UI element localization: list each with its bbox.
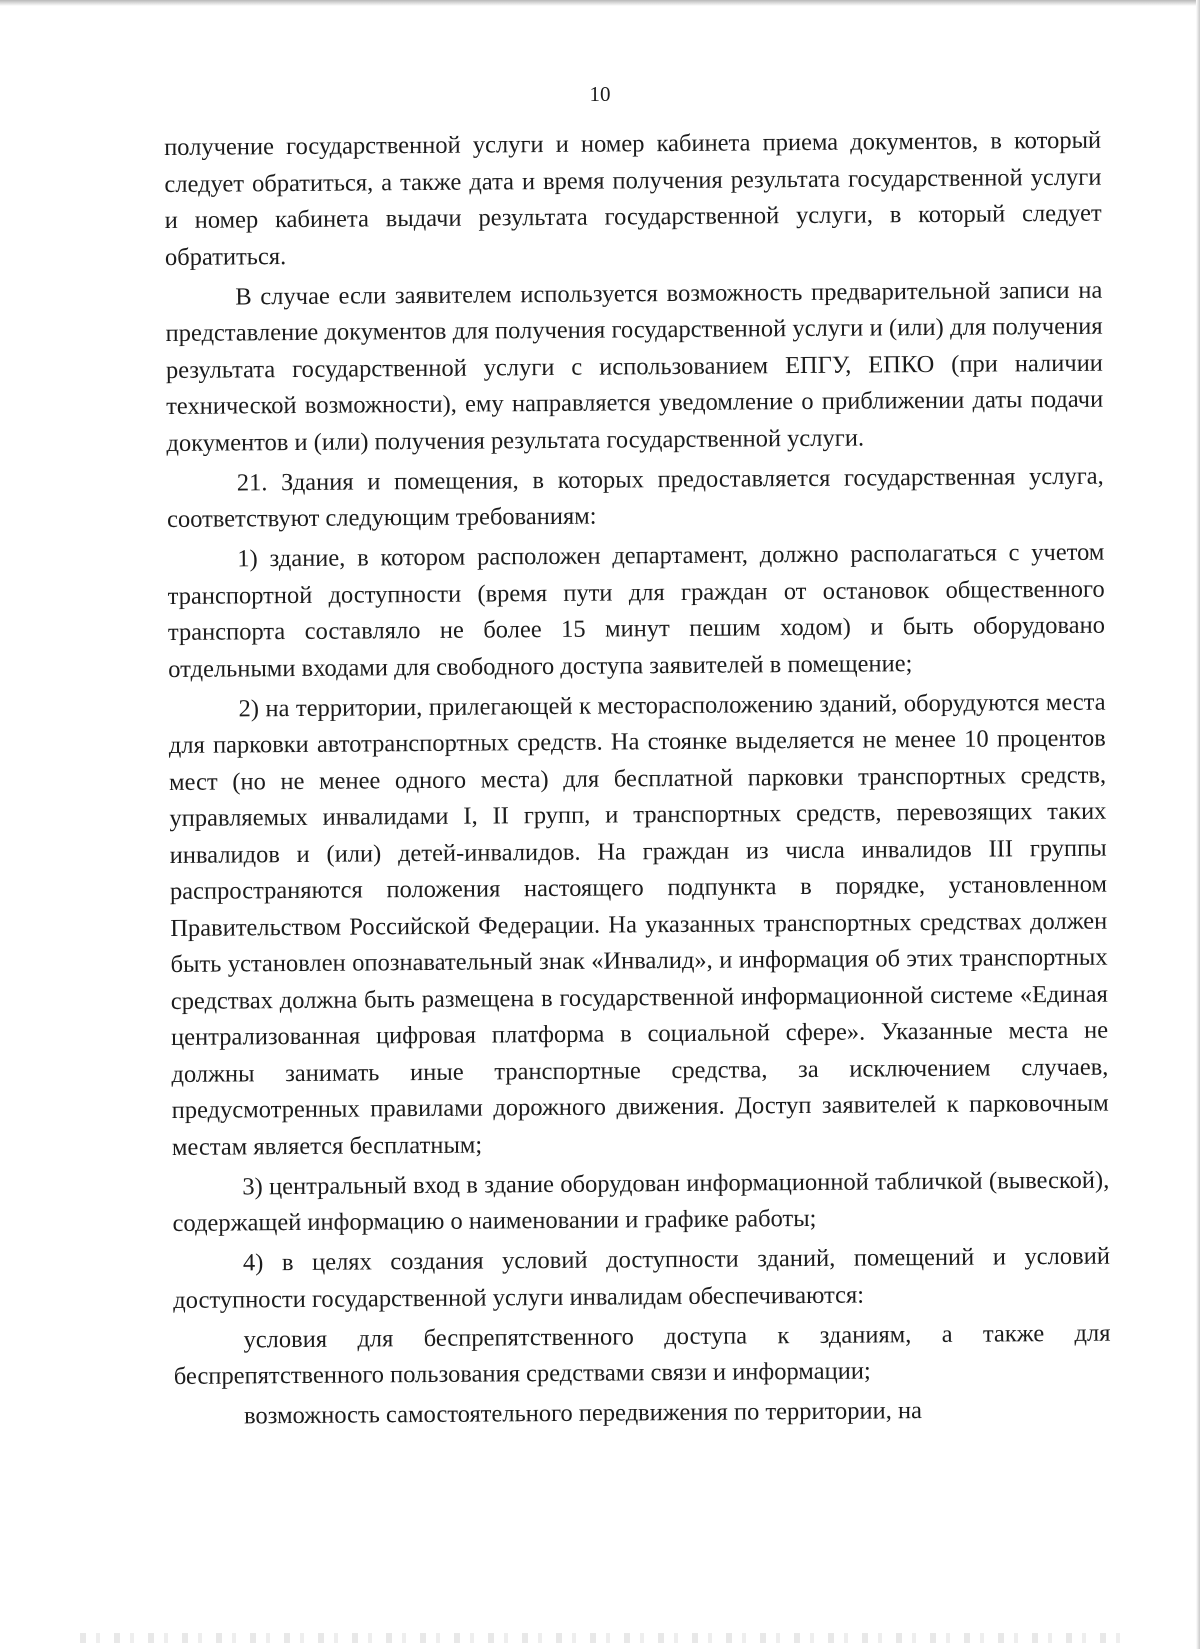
- paragraph-item-1: 1) здание, в котором расположен департамент, должно располагаться с учетом транспортной доступности (время пути для граждан от остановок общественного транспорта составляло не более 15 минут пешим ходом) и быть оборудовано отдельными входами для свободного доступа заявителей в помещение;: [167, 538, 1106, 683]
- paragraph-independent-movement: возможность самостоятельного передвижения по территории, на: [243, 1397, 923, 1430]
- paragraph-item-2: 2) на территории, прилегающей к месторасположению зданий, оборудуются места для парковки автотранспортных средств. На стоянке выделяется не менее 10 процентов мест (но не менее одного места) для бесплатной парковки транспортных средств, управляемых инвалидами I, II групп, и транспортных средств, перевозящих таких инвалидов и (или) детей-инвалидов. На граждан из числа инвалидов III группы распространяются положения настоящего подпункта в порядке, установленном Правительством Российской Федерации. На указанных транспортных средствах должен быть установлен опознавательный знак «Инвалид», и информация об этих транспортных средствах должна быть размещена в государственной информационной системе «Единая централизованная цифровая платформа в социальной сфере». Указанные места не должны занимать иные транспортные средства, за исключением случаев, предусмотренных правилами дорожного движения. Доступ заявителей к парковочным местам является бесплатным;: [168, 688, 1109, 1161]
- document-body: [164, 123, 1111, 1439]
- scan-noise-bottom: [80, 1633, 1120, 1643]
- page-number: 10: [589, 82, 611, 106]
- paragraph-accessibility-conditions: условия для беспрепятственного доступа к зданиям, а также для беспрепятственного пользования средствами связи и информации;: [173, 1319, 1111, 1390]
- scan-edge-top: [0, 0, 1200, 6]
- paragraph-item-3: 3) центральный вход в здание оборудован информационной табличкой (вывеской), содержащей информацию о наименовании и графике работы;: [172, 1166, 1110, 1237]
- paragraph-preliminary-booking: В случае если заявителем используется возможность предварительной записи на представление документов для получения государственной услуги и (или) для получения результата государственной услуги с использованием ЕПГУ, ЕПКО (при наличии технической возможности), ему направляется уведомление о приближении даты подачи документов и (или) получения результата государственной услуги.: [165, 276, 1104, 457]
- paragraph-continuation: получение государственной услуги и номер кабинета приема документов, в который следует обратиться, а также дата и время получения результата государственной услуги и номер кабинета выдачи результата государственной услуги, в который следует обратиться.: [164, 126, 1102, 271]
- scan-edge-right: [1196, 0, 1200, 1649]
- paragraph-clause-21: 21. Здания и помещения, в которых предоставляется государственная услуга, соответствуют следующим требованиям:: [166, 462, 1104, 533]
- paragraph-item-4: 4) в целях создания условий доступности зданий, помещений и условий доступности государственной услуги инвалидам обеспечиваются:: [173, 1242, 1110, 1314]
